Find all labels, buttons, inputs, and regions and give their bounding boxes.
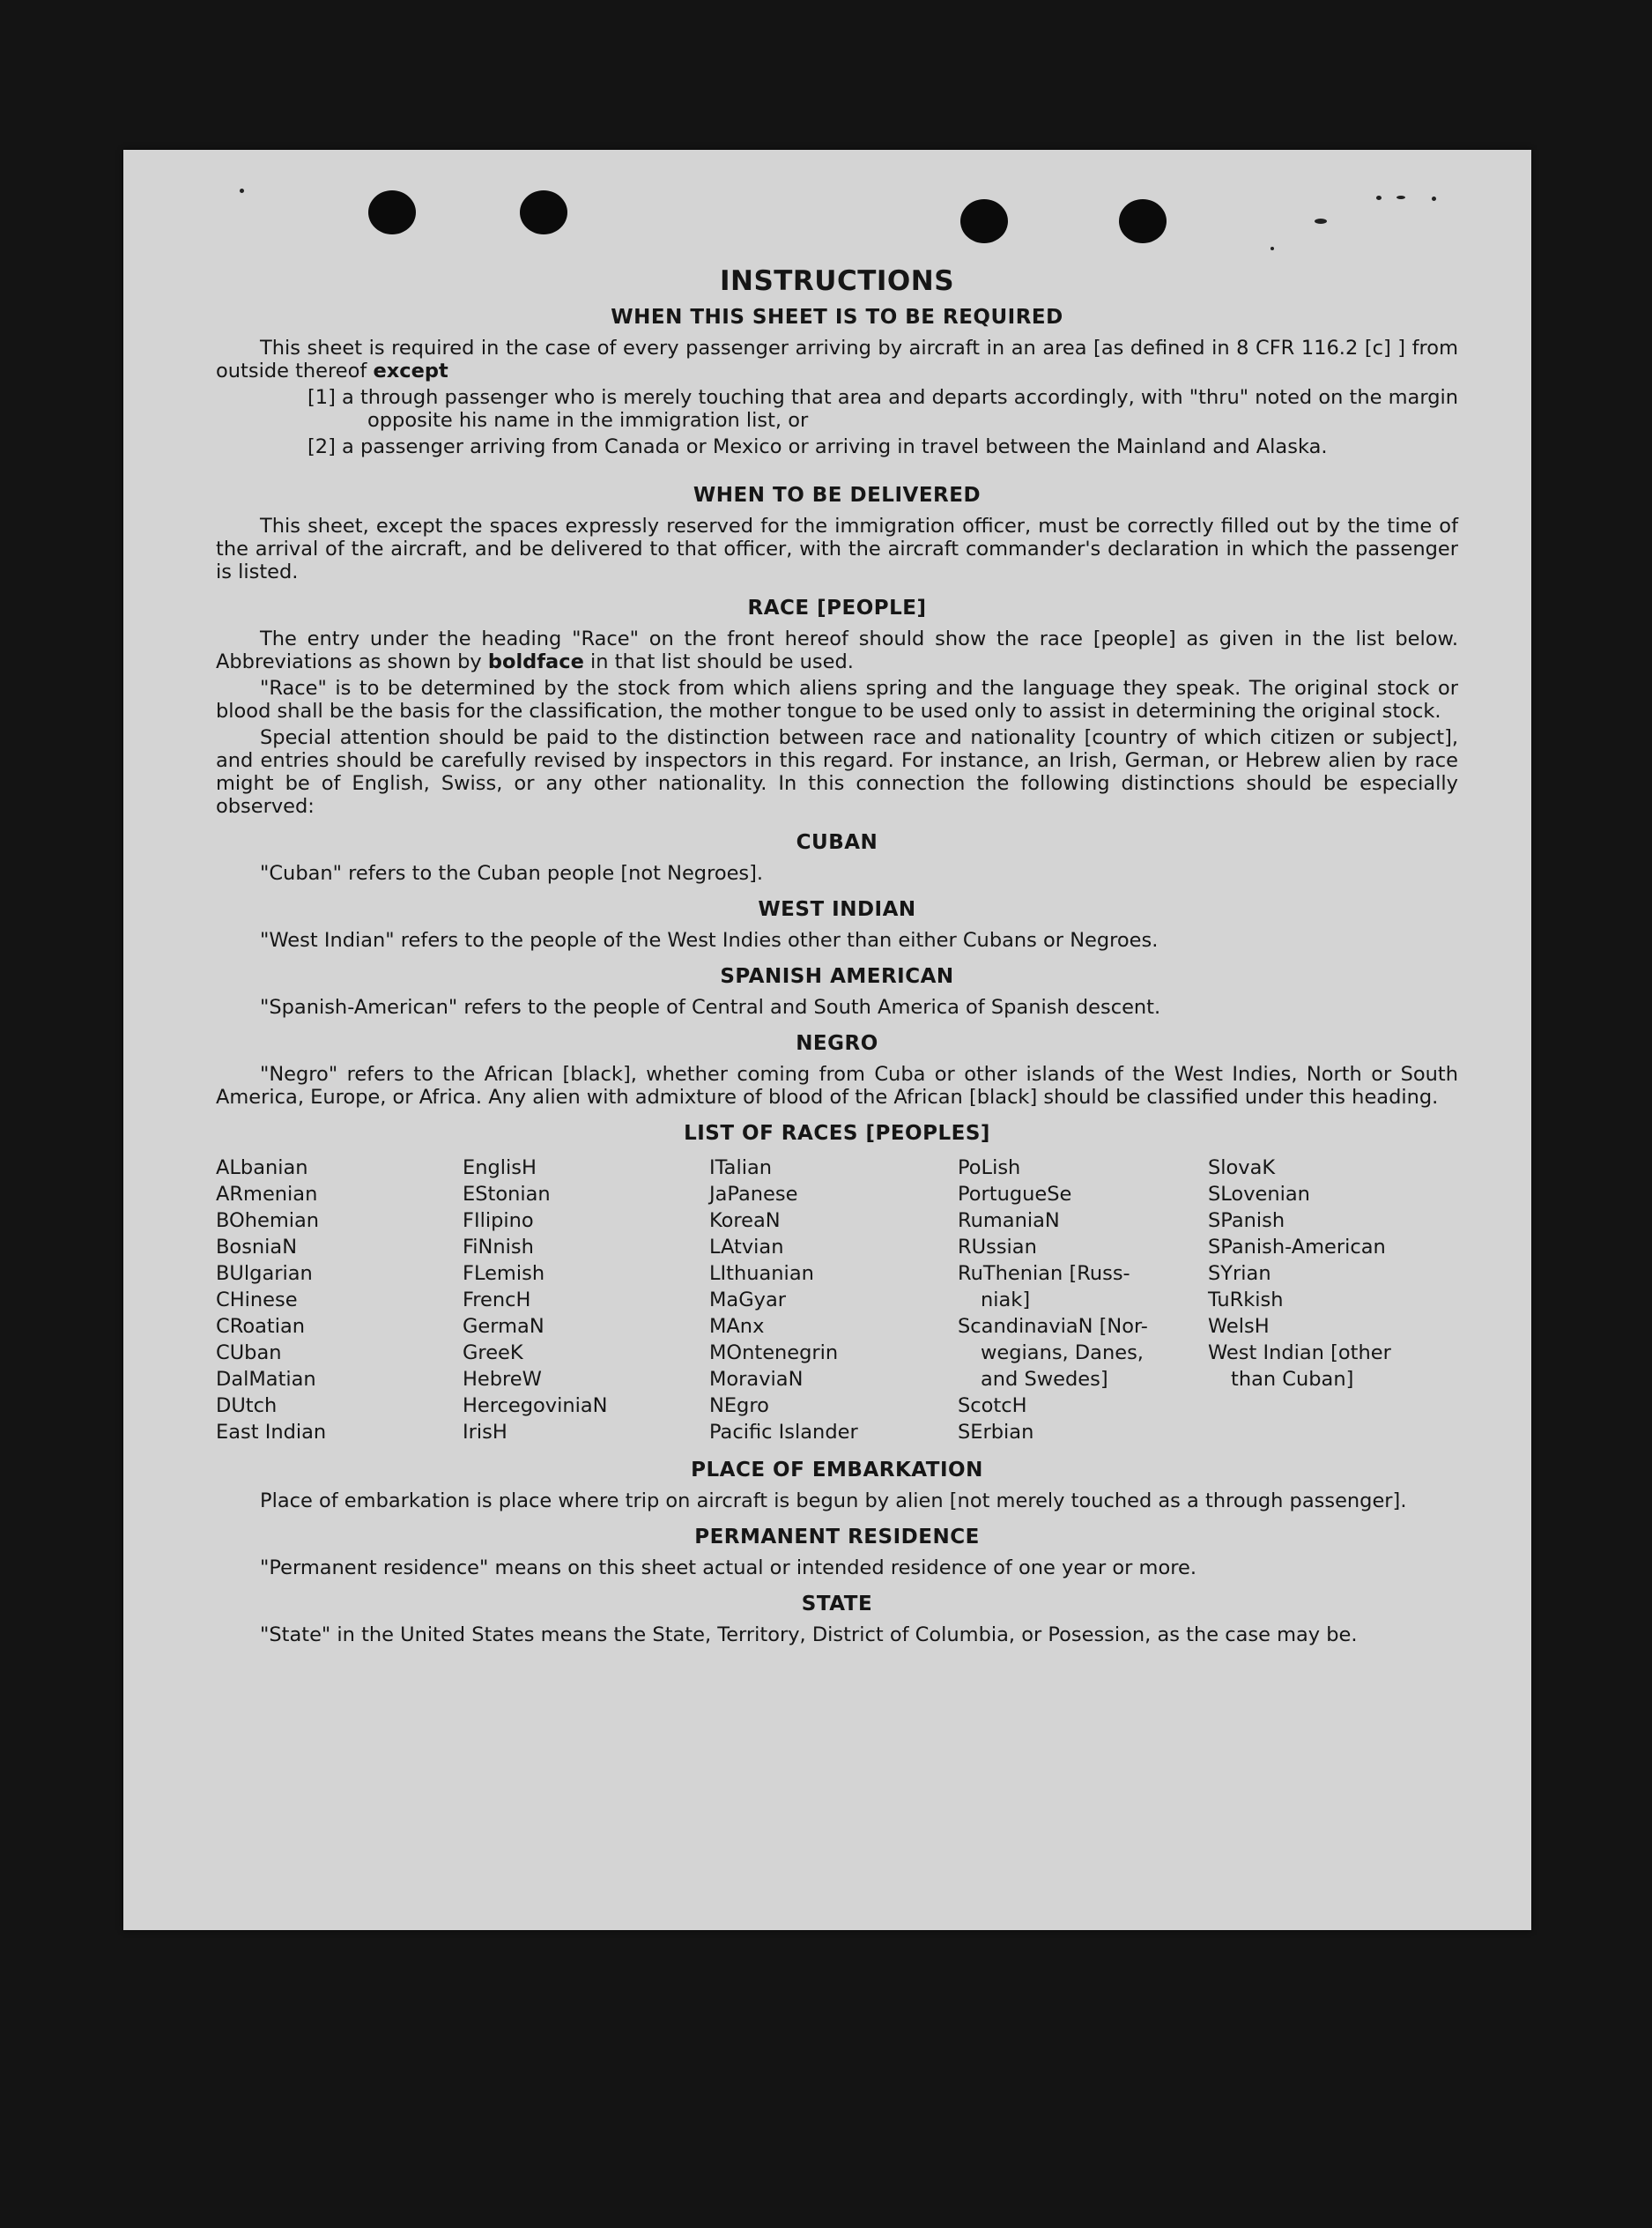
race-entry: FiNnish [463, 1236, 534, 1259]
race-entry: MOntenegrin [709, 1341, 839, 1364]
race-entry: FIlipino [463, 1209, 534, 1232]
embarkation-text: Place of embarkation is place where trip on aircraft is begun by alien [not merely touched as a through passenger]. [260, 1489, 1407, 1512]
section-heading-spanish-american: SPANISH AMERICAN [720, 965, 954, 988]
state-text: "State" in the United States means the State, Territory, District of Columbia, or Posession, as the case may be. [260, 1623, 1358, 1646]
race-paragraph-3: Special attention should be paid to the distinction between race and nationality [country of which citizen or subject], and entries should be carefully revised by inspectors in this regard. For instance, an Irish, German, or Hebrew alien by race might be of English, Swiss, or any other nationality. In this connection the following distinctions should be especially observed: [216, 726, 1458, 818]
race-entry: IrisH [463, 1421, 507, 1444]
races-column-3 [709, 1155, 958, 1445]
speck [1432, 197, 1436, 201]
race-entry: SlovaK [1208, 1156, 1276, 1179]
races-column-2 [463, 1155, 709, 1445]
race-entry: KoreaN [709, 1209, 781, 1232]
race-entry: LAtvian [709, 1236, 784, 1259]
except-word: except [373, 360, 448, 382]
race-entry: LIthuanian [709, 1262, 814, 1285]
west-indian-text: "West Indian" refers to the people of the West Indies other than either Cubans or Negroes. [260, 929, 1159, 952]
race-entry: West Indian [other [1208, 1341, 1391, 1364]
race-entry: and Swedes] [981, 1368, 1108, 1391]
spanish-american-text: "Spanish-American" refers to the people of Central and South America of Spanish descent. [260, 996, 1161, 1019]
race-entry: RumaniaN [958, 1209, 1060, 1232]
section-heading-west-indian: WEST INDIAN [758, 898, 916, 921]
cuban-text: "Cuban" refers to the Cuban people [not Negroes]. [260, 862, 764, 885]
punch-hole [368, 190, 416, 234]
race-entry: MAnx [709, 1315, 765, 1338]
negro-text: "Negro" refers to the African [black], whether coming from Cuba or other islands of the West Indies, North or South America, Europe, or Africa. Any alien with admixture of blood of the African [black] should be classified under this heading. [216, 1063, 1458, 1109]
race-entry: SPanish [1208, 1209, 1285, 1232]
race-paragraph-2: "Race" is to be determined by the stock from which aliens spring and the language they speak. The original stock or blood shall be the basis for the classification, the mother tongue to be used only to assist in determining the original stock. [216, 677, 1458, 723]
race-entry: ScandinaviaN [Nor- [958, 1315, 1148, 1338]
section-heading-required: WHEN THIS SHEET IS TO BE REQUIRED [611, 306, 1063, 329]
race-entry: NEgro [709, 1394, 769, 1417]
race-entry: CRoatian [216, 1315, 306, 1338]
punch-hole [960, 199, 1008, 243]
race-paragraph-1 [216, 628, 1458, 673]
race-paragraph-1-c: in that list should be used. [589, 650, 854, 673]
punch-hole [1119, 199, 1167, 243]
section-heading-negro: NEGRO [796, 1032, 878, 1055]
section-heading-state: STATE [801, 1593, 873, 1615]
race-entry: GreeK [463, 1341, 523, 1364]
race-entry: MaGyar [709, 1289, 786, 1311]
speck [240, 189, 244, 193]
race-entry: MoraviaN [709, 1368, 804, 1391]
section-heading-cuban: CUBAN [796, 831, 878, 854]
speck [1396, 196, 1405, 199]
race-entry: CHinese [216, 1289, 298, 1311]
races-list [216, 1155, 1458, 1445]
delivered-text: This sheet, except the spaces expressly reserved for the immigration officer, must be correctly filled out by the time of the arrival of the aircraft, and be delivered to that officer, with the aircraft commander's declaration in which the passenger is listed. [216, 515, 1458, 583]
race-entry: BosniaN [216, 1236, 298, 1259]
race-entry: SLovenian [1208, 1183, 1310, 1206]
required-item-1: [1] a through passenger who is merely touching that area and departs accordingly, with "thru" noted on the margin opposite his name in the immigration list, or [307, 386, 1458, 432]
race-entry: East Indian [216, 1421, 327, 1444]
race-entry: GermaN [463, 1315, 544, 1338]
race-entry: HercegoviniaN [463, 1394, 608, 1417]
race-entry: than Cuban] [1231, 1368, 1354, 1391]
race-entry: WelsH [1208, 1315, 1270, 1338]
race-entry: ALbanian [216, 1156, 308, 1179]
race-entry: wegians, Danes, [981, 1341, 1144, 1364]
section-heading-races-list: LIST OF RACES [PEOPLES] [684, 1122, 990, 1145]
race-entry: DalMatian [216, 1368, 316, 1391]
race-entry: TuRkish [1208, 1289, 1284, 1311]
race-entry: SYrian [1208, 1262, 1271, 1285]
race-entry: SPanish-American [1208, 1236, 1386, 1259]
section-heading-embarkation: PLACE OF EMBARKATION [691, 1459, 983, 1482]
races-column-5 [1208, 1155, 1458, 1445]
document-page [123, 150, 1531, 1930]
section-heading-race: RACE [PEOPLE] [747, 597, 927, 620]
race-entry: BUlgarian [216, 1262, 313, 1285]
residence-text: "Permanent residence" means on this sheet actual or intended residence of one year or more. [260, 1556, 1196, 1579]
required-item-2: [2] a passenger arriving from Canada or Mexico or arriving in travel between the Mainland and Alaska. [307, 435, 1328, 458]
race-entry: ARmenian [216, 1183, 318, 1206]
race-entry: EnglisH [463, 1156, 537, 1179]
races-column-4 [958, 1155, 1208, 1445]
race-entry: CUban [216, 1341, 282, 1364]
race-entry: FrencH [463, 1289, 531, 1311]
speck [1270, 247, 1274, 250]
required-intro-text: This sheet is required in the case of every passenger arriving by aircraft in an area [as defined in 8 CFR 116.2 [c] ] from outside thereof [216, 337, 1458, 382]
race-entry: PortugueSe [958, 1183, 1072, 1206]
race-entry: BOhemian [216, 1209, 320, 1232]
race-entry: RuThenian [Russ- [958, 1262, 1130, 1285]
page-title: INSTRUCTIONS [719, 265, 955, 297]
race-entry: RUssian [958, 1236, 1037, 1259]
boldface-word: boldface [487, 650, 584, 673]
speck [1376, 196, 1382, 200]
race-entry: EStonian [463, 1183, 551, 1206]
section-heading-delivered: WHEN TO BE DELIVERED [693, 484, 982, 507]
race-entry: niak] [981, 1289, 1031, 1311]
race-entry: SErbian [958, 1421, 1034, 1444]
punch-hole [520, 190, 567, 234]
race-entry: HebreW [463, 1368, 542, 1391]
race-entry: Pacific Islander [709, 1421, 858, 1444]
instructions-content [216, 264, 1458, 1652]
race-entry: DUtch [216, 1394, 278, 1417]
race-entry: ITalian [709, 1156, 772, 1179]
race-entry: ScotcH [958, 1394, 1027, 1417]
section-heading-residence: PERMANENT RESIDENCE [694, 1526, 980, 1548]
race-entry: JaPanese [709, 1183, 798, 1206]
race-entry: FLemish [463, 1262, 545, 1285]
race-paragraph-1-a: The entry under the heading "Race" on the front hereof should show the race [people] as given in the list below. Abbreviations as shown by [216, 628, 1458, 673]
race-entry: PoLish [958, 1156, 1021, 1179]
races-column-1 [216, 1155, 463, 1445]
required-intro [216, 337, 1458, 382]
speck [1315, 219, 1327, 224]
